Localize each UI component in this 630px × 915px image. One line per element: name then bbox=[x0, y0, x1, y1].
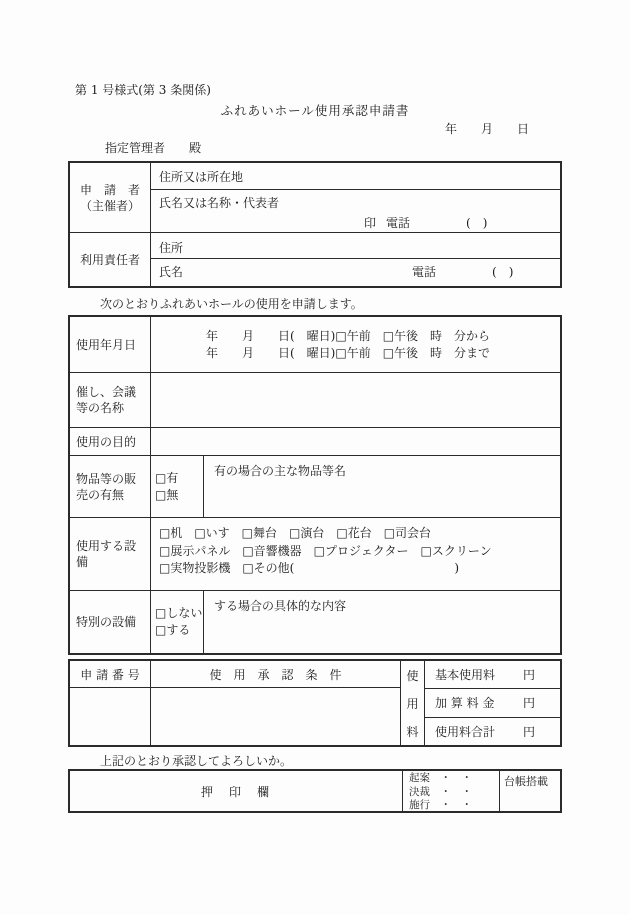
special-no-checkbox: □しない bbox=[155, 606, 203, 620]
special-equipment-note: する場合の具体的な内容 bbox=[203, 591, 560, 653]
applicant-table bbox=[68, 161, 562, 288]
equipment-options bbox=[150, 518, 560, 590]
goods-sales-options bbox=[150, 456, 203, 517]
basic-fee-unit: 円 bbox=[522, 668, 535, 683]
event-name-label: 催し、会議 等の名称 bbox=[76, 385, 137, 415]
phone-label: 電話 bbox=[386, 216, 411, 230]
application-number-label: 申 請 番 号 bbox=[70, 661, 150, 688]
equipment-line2: □展示パネル □音響機器 □プロジェクター □スクリーン bbox=[159, 543, 492, 558]
equipment-row bbox=[70, 517, 560, 590]
fee-column bbox=[424, 661, 560, 745]
total-fee-unit: 円 bbox=[522, 724, 535, 739]
form-number: 第 1 号様式(第 3 条関係) bbox=[75, 83, 211, 97]
purpose-label: 使用の目的 bbox=[76, 434, 137, 449]
goods-sales-note: 有の場合の主な物品等名 bbox=[203, 456, 560, 517]
special-equipment-label: 特別の設備 bbox=[76, 615, 137, 629]
applicant-name-cell: 氏名又は名称・代表者 印 電話 ( ) bbox=[151, 190, 560, 232]
draft-line: 起案 ・ ・ bbox=[409, 772, 472, 784]
conditions-label: 使 用 承 認 条 件 bbox=[151, 661, 400, 688]
applicant-group bbox=[70, 163, 560, 232]
date-line: 年 月 日 bbox=[445, 122, 530, 136]
additional-fee-unit: 円 bbox=[522, 696, 535, 711]
conditions-value bbox=[151, 688, 400, 745]
approval-route-cell bbox=[402, 771, 499, 811]
event-name-value bbox=[150, 373, 560, 427]
manager-group bbox=[70, 232, 560, 286]
manager-name-label: 氏名 bbox=[159, 265, 184, 279]
seal-label: 印 bbox=[364, 216, 377, 230]
decision-line: 決裁 ・ ・ bbox=[409, 785, 472, 798]
approval-fee-table bbox=[68, 659, 562, 747]
goods-sales-row bbox=[70, 455, 560, 517]
additional-fee-row bbox=[425, 688, 560, 716]
application-statement: 次のとおりふれあいホールの使用を申請します。 bbox=[100, 297, 363, 311]
usage-date-from: 年 月 日( 曜日)□午前 □午後 時 分から bbox=[206, 329, 491, 343]
manager-name-cell bbox=[151, 259, 560, 286]
equipment-line3: □実物投影機 □その他( ) bbox=[159, 561, 460, 575]
goods-sales-label: 物品等の販 売の有無 bbox=[76, 471, 137, 502]
usage-table bbox=[68, 315, 562, 655]
manager-phone-paren: ( ) bbox=[492, 265, 514, 279]
purpose-row bbox=[70, 427, 560, 455]
sales-yes-checkbox: □有 bbox=[155, 470, 179, 485]
basic-fee-label: 基本使用料 bbox=[435, 668, 496, 683]
equipment-label: 使用する設 備 bbox=[76, 539, 137, 569]
seal-phone-line bbox=[364, 214, 560, 231]
manager-phone-label: 電話 bbox=[412, 265, 437, 279]
event-name-row bbox=[70, 372, 560, 427]
sales-no-checkbox: □無 bbox=[155, 487, 179, 502]
enforcement-line: 施行 ・ ・ bbox=[409, 799, 472, 811]
application-number-value bbox=[70, 688, 150, 745]
special-equipment-options bbox=[150, 591, 203, 653]
applicant-label: 申 請 者 （主催者） bbox=[79, 182, 140, 213]
purpose-value bbox=[150, 428, 560, 455]
phone-paren: ( ) bbox=[466, 216, 488, 230]
application-number-column bbox=[70, 661, 150, 745]
usage-date-row bbox=[70, 317, 560, 372]
seal-area-label: 押 印 欄 bbox=[200, 784, 271, 799]
applicant-address-cell: 住所又は所在地 bbox=[151, 163, 560, 190]
applicant-fields bbox=[150, 163, 560, 232]
equipment-line1: □机 □いす □舞台 □演台 □花台 □司会台 bbox=[159, 526, 432, 540]
page-title: ふれあいホール使用承認申請書 bbox=[220, 103, 410, 118]
approval-statement: 上記のとおり承認してよろしいか。 bbox=[100, 754, 293, 768]
conditions-column bbox=[150, 661, 400, 745]
fee-vertical-label: 使 用 料 bbox=[400, 661, 424, 745]
total-fee-row bbox=[425, 717, 560, 745]
usage-date-to: 年 月 日( 曜日)□午前 □午後 時 分まで bbox=[206, 346, 491, 360]
special-equipment-row bbox=[70, 590, 560, 653]
addressee-line: 指定管理者 殿 bbox=[105, 141, 202, 155]
usage-date-values bbox=[150, 317, 560, 372]
manager-label: 利用責任者 bbox=[79, 252, 140, 267]
usage-date-label: 使用年月日 bbox=[76, 337, 137, 352]
basic-fee-row bbox=[425, 661, 560, 688]
special-yes-checkbox: □する bbox=[155, 623, 191, 637]
ledger-label: 台帳搭載 bbox=[499, 771, 560, 811]
total-fee-label: 使用料合計 bbox=[435, 724, 496, 739]
manager-address-cell: 住所 bbox=[151, 233, 560, 259]
seal-table bbox=[68, 769, 562, 813]
manager-fields bbox=[150, 233, 560, 286]
additional-fee-label: 加 算 料 金 bbox=[435, 696, 495, 711]
